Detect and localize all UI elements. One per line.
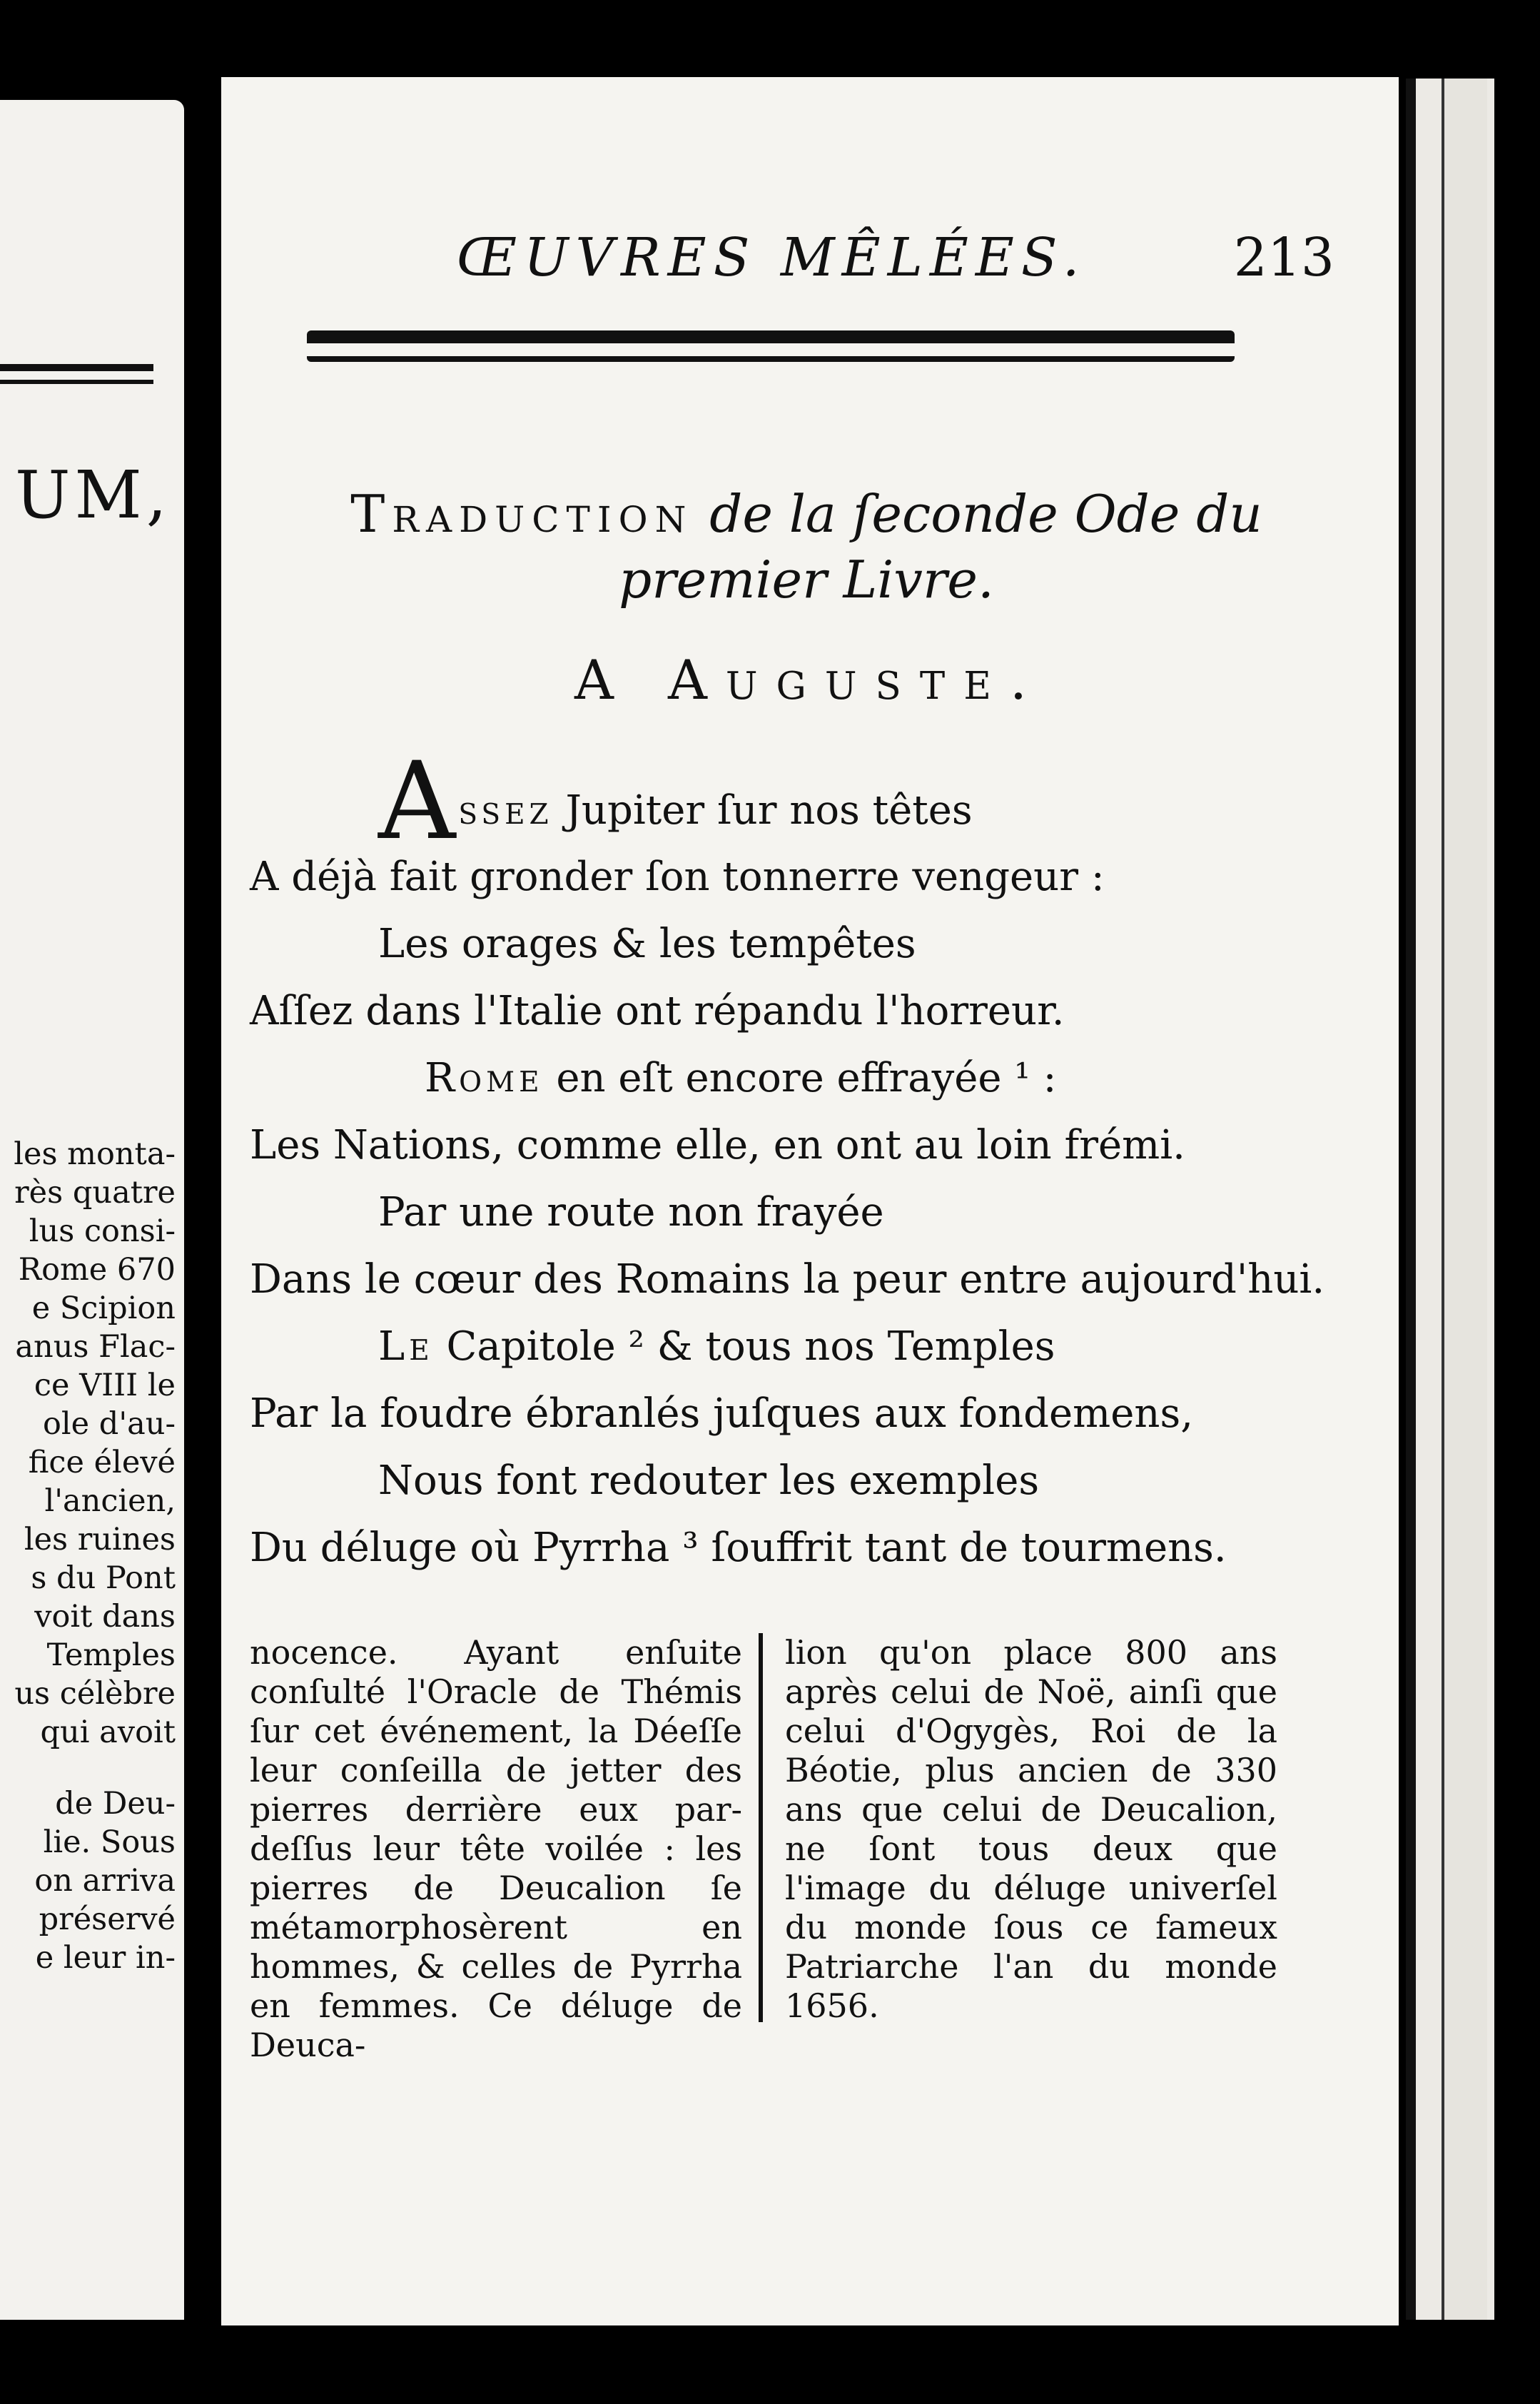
poem-line-7: Par une route non frayée xyxy=(378,1189,884,1236)
left-line: de Deu- xyxy=(55,1786,176,1822)
poem-line-11: Nous font redouter les exemples xyxy=(378,1458,1040,1504)
poem-line-5-rest: en eſt encore effrayée ¹ : xyxy=(556,1055,1057,1101)
left-line: lie. Sous xyxy=(43,1824,176,1860)
page-header xyxy=(221,227,1399,320)
left-line: les monta- xyxy=(14,1136,176,1172)
page-number: 213 xyxy=(1233,227,1334,288)
header-double-rule xyxy=(307,330,1235,362)
page-title xyxy=(250,484,1363,610)
main-page xyxy=(221,77,1399,2325)
poem-line-4: Aſſez dans l'Italie ont répandu l'horreur. xyxy=(250,988,1065,1034)
poem-line-6: Les Nations, comme elle, en ont au loin frémi. xyxy=(250,1122,1185,1168)
left-page-title-fragment: UM, xyxy=(15,457,171,533)
poem-line-3: Les orages & les tempêtes xyxy=(378,921,916,967)
left-line: les ruines xyxy=(24,1522,176,1557)
left-line: ole d'au- xyxy=(43,1406,176,1442)
poem-line-1-caps: ssez xyxy=(458,787,553,834)
left-line: e Scipion xyxy=(31,1291,176,1326)
running-title: ŒUVRES MÊLÉES. xyxy=(457,227,1087,288)
left-page-rule xyxy=(0,364,153,384)
poem-line-1-rest: Jupiter ſur nos têtes xyxy=(565,787,973,834)
left-line: on arriva xyxy=(34,1863,176,1899)
left-line: Temples xyxy=(46,1637,176,1673)
poem-line-12: Du déluge où Pyrrha ³ ſouffrit tant de tourmens. xyxy=(250,1525,1227,1571)
left-line: e leur in- xyxy=(35,1940,176,1976)
poem-line-5 xyxy=(425,1055,1056,1101)
left-line: s du Pont xyxy=(31,1560,176,1596)
drop-cap: A xyxy=(378,739,456,864)
left-line: fice élevé xyxy=(28,1445,176,1480)
book-gutter xyxy=(184,0,221,2404)
page-edge-inner xyxy=(1442,79,1487,2320)
poem-line-2: A déjà fait gronder ſon tonnerre vengeur : xyxy=(250,854,1105,900)
left-line: rès quatre xyxy=(14,1175,176,1211)
poem-line-8: Dans le cœur des Romains la peur entre aujourd'hui. xyxy=(250,1256,1325,1303)
dedication: A Auguste. xyxy=(574,648,1046,712)
left-gap xyxy=(0,1752,176,1784)
title-line-1 xyxy=(250,484,1363,544)
left-line: préservé xyxy=(39,1902,176,1937)
title-word-caps: Traduction xyxy=(350,484,694,544)
footnote-column-right: lion qu'on place 800 ans après celui de Noë, ainſi que celui d'Ogygès, Roi de la Béotie, plus ancien de 330 ans que celui de Deucalion, ne ſont tous deux que l'image du déluge univerſel du monde ſous ce fameux Patriarche l'an du monde 1656. xyxy=(785,1633,1277,2025)
column-divider xyxy=(759,1633,763,2022)
left-line: anus Flac- xyxy=(15,1329,176,1365)
poem-line-1 xyxy=(378,739,973,864)
title-line-2: premier Livre. xyxy=(619,550,994,610)
left-line: ce VIII le xyxy=(34,1368,176,1403)
poem-line-9-caps: Le xyxy=(378,1323,434,1370)
title-line-1-rest: de la ſeconde Ode du xyxy=(709,484,1262,544)
poem-line-9 xyxy=(378,1323,1055,1370)
left-line: Rome 670 xyxy=(18,1252,176,1288)
poem-line-10: Par la foudre ébranlés juſques aux fondemens, xyxy=(250,1390,1194,1437)
left-line: voit dans xyxy=(34,1599,176,1635)
left-page-text xyxy=(0,1135,176,1977)
left-page-fragment xyxy=(0,100,184,2320)
left-line: lus consi- xyxy=(29,1213,176,1249)
poem-line-5-caps: Rome xyxy=(425,1055,544,1101)
poem-line-9-rest: Capitole ² & tous nos Temples xyxy=(446,1323,1055,1370)
left-line: us célèbre xyxy=(14,1676,176,1712)
footnotes xyxy=(250,1633,1292,2064)
left-line: l'ancien, xyxy=(44,1483,176,1519)
left-line: qui avoit xyxy=(40,1714,176,1750)
footnote-column-left: nocence. Ayant enſuite conſulté l'Oracle de Thémis ſur cet événement, la Déeſſe leur conſeilla de jetter des pierres derrière eux par-deſſus leur tête voilée : les pierres de Deucalion ſe métamorphosèrent en hommes, & celles de Pyrrha en femmes. Ce déluge de Deuca- xyxy=(250,1633,742,2064)
